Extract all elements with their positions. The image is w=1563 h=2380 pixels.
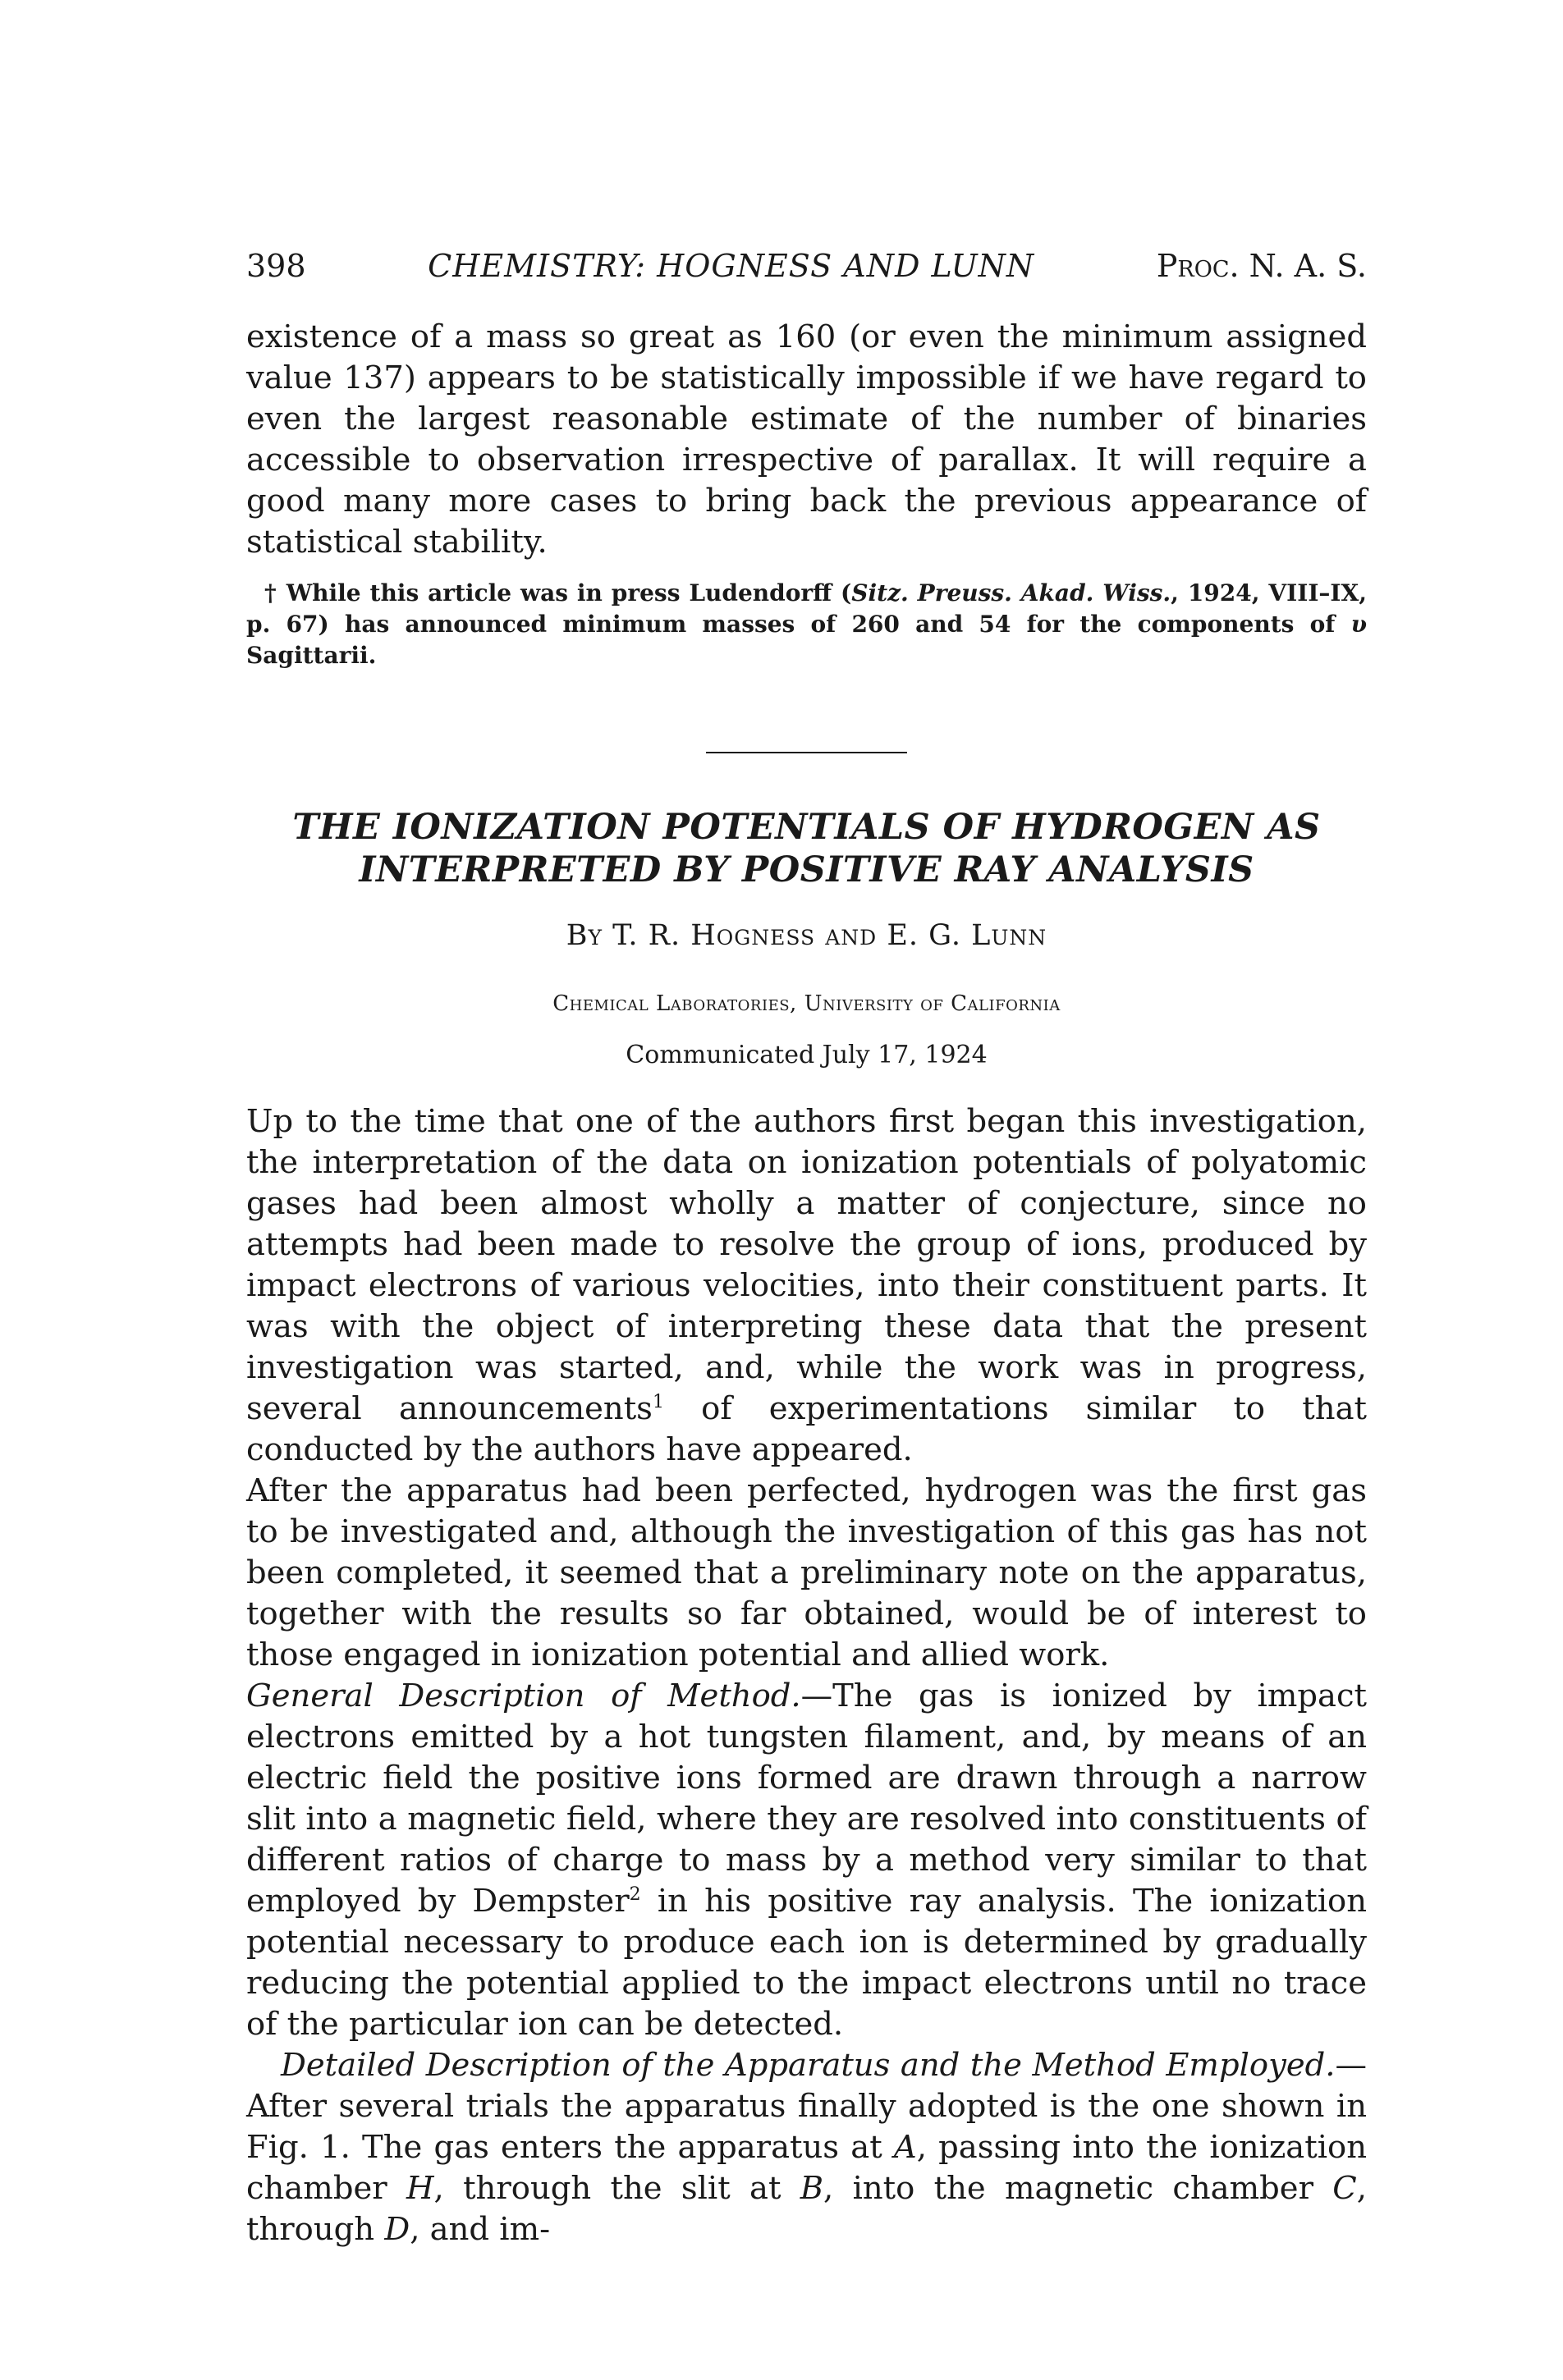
page	[246, 246, 1367, 2250]
page-number: 398	[246, 248, 306, 284]
label-c: C	[1332, 2170, 1357, 2207]
communicated-date: Communicated July 17, 1924	[626, 1041, 988, 1069]
footnote	[246, 578, 1367, 671]
label-d: D	[384, 2211, 410, 2248]
footnote-marker: †	[264, 579, 277, 606]
paragraph-apparatus-note: After the apparatus had been perfected, hydrogen was the first gas to be investigated and, although the investigation of this gas has not been completed, it seemed that a preliminary note on the apparatus, together with the results so far obtained, would be of interest to those engaged in ionization potential and allied work.	[246, 1472, 1367, 1673]
section-heading-detailed-description: Detailed Description of the Apparatus and the Method Employed.	[281, 2047, 1336, 2084]
label-a: A	[893, 2129, 917, 2166]
running-head	[246, 246, 1367, 286]
paragraph-text: , through the slit at	[433, 2170, 800, 2207]
paragraph-detailed-description	[246, 2045, 1367, 2250]
footnote-text-before: While this article was in press Ludendorff (	[286, 579, 852, 606]
article-title: THE IONIZATION POTENTIALS OF HYDROGEN AS INTERPRETED BY POSITIVE RAY ANALYSIS	[292, 807, 1321, 890]
section-divider	[706, 752, 907, 753]
paragraph-text: Up to the time that one of the authors first began this investigation, the interpretation of the data on ionization potentials of polyatomic gases had been almost wholly a matter of conjecture, since no attempts had been made to resolve the group of ions, produced by impact electrons of various velocities, into their constituent parts. It was with the object of interpreting these data that the present investigation was started, and, while the work was in progress, several announcements	[246, 1103, 1367, 1427]
footnote-star-name: Sagittarii.	[246, 642, 377, 669]
paragraph-text: —The gas is ionized by impact electrons emitted by a hot tungsten filament, and, by means of an electric field the positive ions formed are drawn through a narrow slit into a magnetic field, where they are resolved into constituents of different ratios of charge to mass by a method very similar to that employed by Dempster	[246, 1677, 1368, 1920]
paragraph-text: in his positive ray analysis. The ionization potential necessary to produce each ion is determined by gradually reducing the potential applied to the impact electrons until no trace of the particular ion can be detected.	[246, 1883, 1367, 2043]
paragraph-general-description	[246, 1676, 1367, 2045]
footnote-text-after: , 1924, VIII–IX, p. 67) has announced minimum masses of 260 and 54 for the components of	[246, 579, 1367, 638]
paragraph-text: —After several trials the apparatus finally adopted is the one shown in Fig. 1. The gas enters the apparatus at	[246, 2047, 1367, 2166]
paragraph-text: , and im-	[410, 2211, 551, 2248]
footnote-citation: Sitz. Preuss. Akad. Wiss.	[851, 579, 1171, 606]
label-h: H	[406, 2170, 434, 2207]
paragraph-text: , passing into the ionization chamber	[246, 2129, 1368, 2207]
footnote-ref-1: 1	[652, 1392, 664, 1413]
paragraph-text: , into the magnetic chamber	[823, 2170, 1333, 2207]
paragraph-text: , through	[246, 2170, 1368, 2248]
label-b: B	[800, 2170, 824, 2207]
previous-article-paragraph: existence of a mass so great as 160 (or even the minimum assigned value 137) appears to be statistically impossible if we have regard to even the largest reasonable estimate of the number of binaries accessible to observation irrespective of parallax. It will require a good many more cases to bring back the previous appearance of statistical stability.	[246, 318, 1367, 561]
article-affiliation: Chemical Laboratories, University of California	[552, 991, 1061, 1016]
article-authors: By T. R. Hogness and E. G. Lunn	[566, 919, 1047, 952]
journal-abbreviation: Proc. N. A. S.	[1156, 248, 1367, 284]
paragraph-text: of experimentations similar to that conducted by the authors have appeared.	[246, 1390, 1367, 1468]
running-title: CHEMISTRY: HOGNESS AND LUNN	[428, 248, 1035, 284]
paragraph-introduction	[246, 1101, 1367, 1471]
section-heading-general-description: General Description of Method.	[246, 1677, 801, 1714]
footnote-star-symbol: υ	[1350, 611, 1367, 638]
footnote-ref-2: 2	[629, 1884, 641, 1906]
